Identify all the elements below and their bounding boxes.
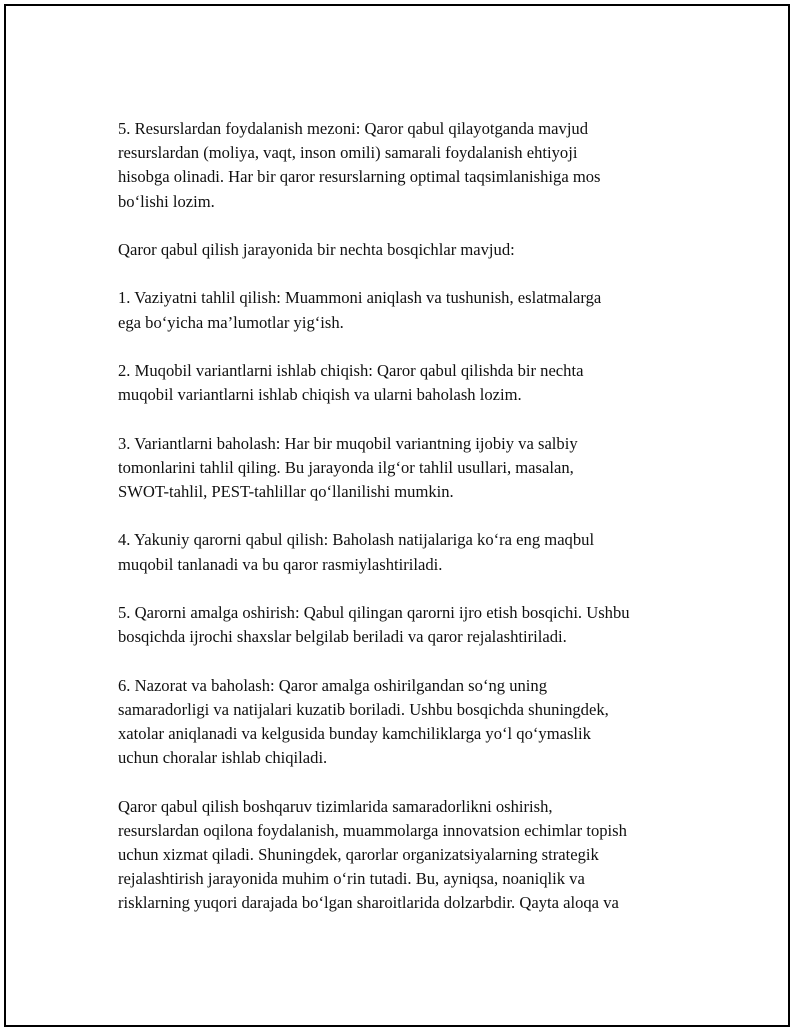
document-body (118, 117, 688, 940)
paragraph-resource-criterion (118, 117, 688, 214)
text-line: samaradorligi va natijalari kuzatib boriladi. Ushbu bosqichda shuningdek, (118, 699, 609, 719)
text-line: uchun choralar ishlab chiqiladi. (118, 748, 328, 768)
text-line: 4. Yakuniy qarorni qabul qilish: Baholash natijalariga ko‘ra eng maqbul (118, 530, 595, 550)
text-line: 6. Nazorat va baholash: Qaror amalga oshirilgandan so‘ng uning (118, 675, 548, 695)
text-line: Qaror qabul qilish boshqaruv tizimlarida samaradorlikni oshirish, (118, 796, 553, 816)
text-line: uchun xizmat qiladi. Shuningdek, qarorlar organizatsiyalarning strategik (118, 844, 599, 864)
text-line: 3. Variantlarni baholash: Har bir muqobil variantning ijobiy va salbiy (118, 433, 578, 453)
paragraph-stage-2 (118, 359, 688, 407)
text-line: hisobga olinadi. Har bir qaror resurslarning optimal taqsimlanishiga mos (118, 167, 601, 187)
paragraph-stage-6 (118, 674, 688, 771)
text-line: 1. Vaziyatni tahlil qilish: Muammoni aniqlash va tushunish, eslatmalarga (118, 288, 602, 308)
text-line: rejalashtirish jarayonida muhim o‘rin tutadi. Bu, ayniqsa, noaniqlik va (118, 869, 585, 889)
text-line: resurslardan (moliya, vaqt, inson omili) samarali foydalanish ehtiyoji (118, 143, 578, 163)
text-line: risklarning yuqori darajada bo‘lgan sharoitlarida dolzarbdir. Qayta aloqa va (118, 893, 619, 913)
paragraph-stage-1 (118, 286, 688, 334)
paragraph-stages-intro (118, 238, 688, 262)
text-line: Qaror qabul qilish jarayonida bir nechta bosqichlar mavjud: (118, 240, 515, 259)
text-line: resurslardan oqilona foydalanish, muammolarga innovatsion echimlar topish (118, 820, 627, 840)
text-line: SWOT-tahlil, PEST-tahlillar qo‘llanilishi mumkin. (118, 481, 454, 501)
text-line: xatolar aniqlanadi va kelgusida bunday kamchiliklarga yo‘l qo‘ymaslik (118, 723, 591, 743)
paragraph-conclusion (118, 795, 688, 916)
text-line: muqobil variantlarni ishlab chiqish va ularni baholash lozim. (118, 385, 522, 405)
text-line: muqobil tanlanadi va bu qaror rasmiylashtiriladi. (118, 554, 443, 574)
text-line: bo‘lishi lozim. (118, 191, 215, 211)
text-line: tomonlarini tahlil qiling. Bu jarayonda ilg‘or tahlil usullari, masalan, (118, 457, 574, 477)
paragraph-stage-5 (118, 601, 688, 649)
paragraph-stage-3 (118, 432, 688, 505)
text-line: bosqichda ijrochi shaxslar belgilab beriladi va qaror rejalashtiriladi. (118, 627, 567, 647)
text-line: 5. Qarorni amalga oshirish: Qabul qilingan qarorni ijro etish bosqichi. Ushbu (118, 602, 630, 622)
text-line: ega bo‘yicha ma’lumotlar yig‘ish. (118, 312, 344, 332)
paragraph-stage-4 (118, 528, 688, 576)
text-line: 2. Muqobil variantlarni ishlab chiqish: Qaror qabul qilishda bir nechta (118, 360, 584, 380)
text-line: 5. Resurslardan foydalanish mezoni: Qaror qabul qilayotganda mavjud (118, 119, 589, 138)
